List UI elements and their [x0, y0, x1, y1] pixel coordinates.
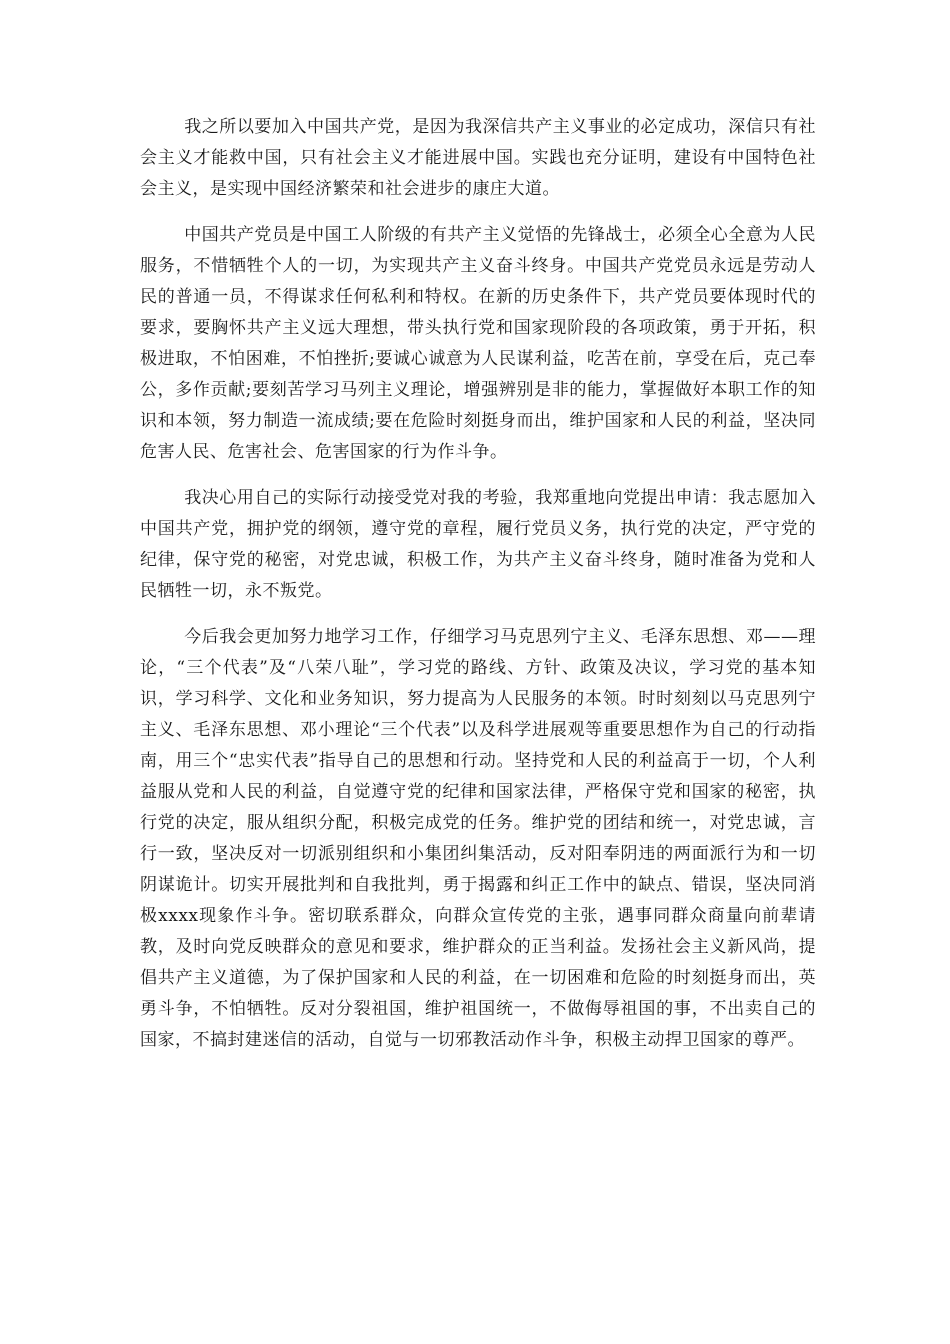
paragraph-4: 今后我会更加努力地学习工作，仔细学习马克思列宁主义、毛泽东思想、邓——理论，“三个代表”及“八荣八耻”，学习党的路线、方针、政策及决议，学习党的基本知识，学习科学、文化和业务知识，努力提高为人民服务的本领。时时刻刻以马克思列宁主义、毛泽东思想、邓小理论“三个代表”以及科学进展观等重要思想作为自己的行动指南，用三个“忠实代表”指导自己的思想和行动。坚持党和人民的利益高于一切，个人利益服从党和人民的利益，自觉遵守党的纪律和国家法律，严格保守党和国家的秘密，执行党的决定，服从组织分配，积极完成党的任务。维护党的团结和统一，对党忠诚，言行一致，坚决反对一切派别组织和小集团纠集活动，反对阳奉阴违的两面派行为和一切阴谋诡计。切实开展批判和自我批判，勇于揭露和纠正工作中的缺点、错误，坚决同消极xxxx现象作斗争。密切联系群众，向群众宣传党的主张，遇事同群众商量向前辈请教，及时向党反映群众的意见和要求，维护群众的正当利益。发扬社会主义新风尚，提倡共产主义道德，为了保护国家和人民的利益，在一切困难和危险的时刻挺身而出，英勇斗争，不怕牺牲。反对分裂祖国，维护祖国统一，不做侮辱祖国的事，不出卖自己的国家，不搞封建迷信的活动，自觉与一切邪教活动作斗争，积极主动捍卫国家的尊严。	[140, 627, 816, 1050]
paragraph-1: 我之所以要加入中国共产党，是因为我深信共产主义事业的必定成功，深信只有社会主义才能救中国，只有社会主义才能进展中国。实践也充分证明，建设有中国特色社会主义，是实现中国经济繁荣和社会进步的康庄大道。	[140, 117, 816, 199]
paragraph-3: 我决心用自己的实际行动接受党对我的考验，我郑重地向党提出申请：我志愿加入中国共产党，拥护党的纲领，遵守党的章程，履行党员义务，执行党的决定，严守党的纪律，保守党的秘密，对党忠诚，积极工作，为共产主义奋斗终身，随时准备为党和人民牺牲一切，永不叛党。	[140, 488, 816, 601]
paragraph-2: 中国共产党员是中国工人阶级的有共产主义觉悟的先锋战士，必须全心全意为人民服务，不惜牺牲个人的一切，为实现共产主义奋斗终身。中国共产党党员永远是劳动人民的普通一员，不得谋求任何私利和特权。在新的历史条件下，共产党员要体现时代的要求，要胸怀共产主义远大理想，带头执行党和国家现阶段的各项政策，勇于开拓，积极进取，不怕困难，不怕挫折;要诚心诚意为人民谋利益，吃苦在前，享受在后，克己奉公，多作贡献;要刻苦学习马列主义理论，增强辨别是非的能力，掌握做好本职工作的知识和本领，努力制造一流成绩;要在危险时刻挺身而出，维护国家和人民的利益，坚决同危害人民、危害社会、危害国家的行为作斗争。	[140, 225, 816, 462]
document-body	[140, 112, 816, 1071]
